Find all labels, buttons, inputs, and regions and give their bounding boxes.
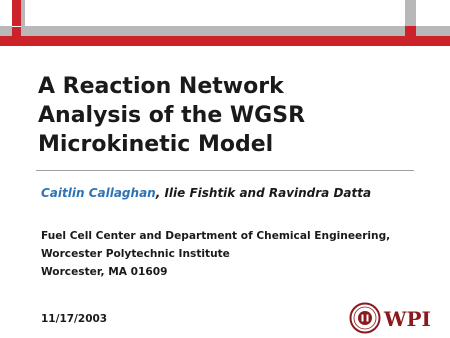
lead-author: Caitlin Callaghan — [41, 186, 156, 200]
co-authors: , Ilie Fishtik and Ravindra Datta — [155, 186, 372, 200]
affiliation-line: Fuel Cell Center and Department of Chemical Engineering, — [41, 230, 391, 242]
decorative-red-square — [12, 27, 21, 36]
decorative-gray-vbar — [21, 0, 25, 26]
corner-block — [0, 0, 12, 26]
decorative-red-band — [0, 36, 450, 46]
logo-text: WPI — [384, 307, 431, 331]
title-divider — [36, 170, 414, 171]
affiliation-line: Worcester, MA 01609 — [41, 266, 168, 278]
decorative-gray-band — [21, 26, 405, 36]
decorative-red-vbar — [12, 0, 21, 26]
decorative-gray-block-right — [405, 0, 416, 26]
decorative-gray-band-right — [416, 26, 450, 36]
decorative-gray-block-left — [0, 26, 12, 36]
title-line: Analysis of the WGSR — [38, 103, 306, 128]
decorative-red-block-right — [405, 26, 416, 36]
affiliation-line: Worcester Polytechnic Institute — [41, 248, 230, 260]
affiliation — [41, 227, 431, 281]
title-line: Microkinetic Model — [38, 132, 274, 157]
presentation-date: 11/17/2003 — [41, 313, 108, 325]
title-line: A Reaction Network — [38, 74, 284, 99]
wpi-seal-logo — [348, 302, 444, 334]
authors-line — [41, 186, 431, 200]
slide-title — [38, 72, 418, 159]
